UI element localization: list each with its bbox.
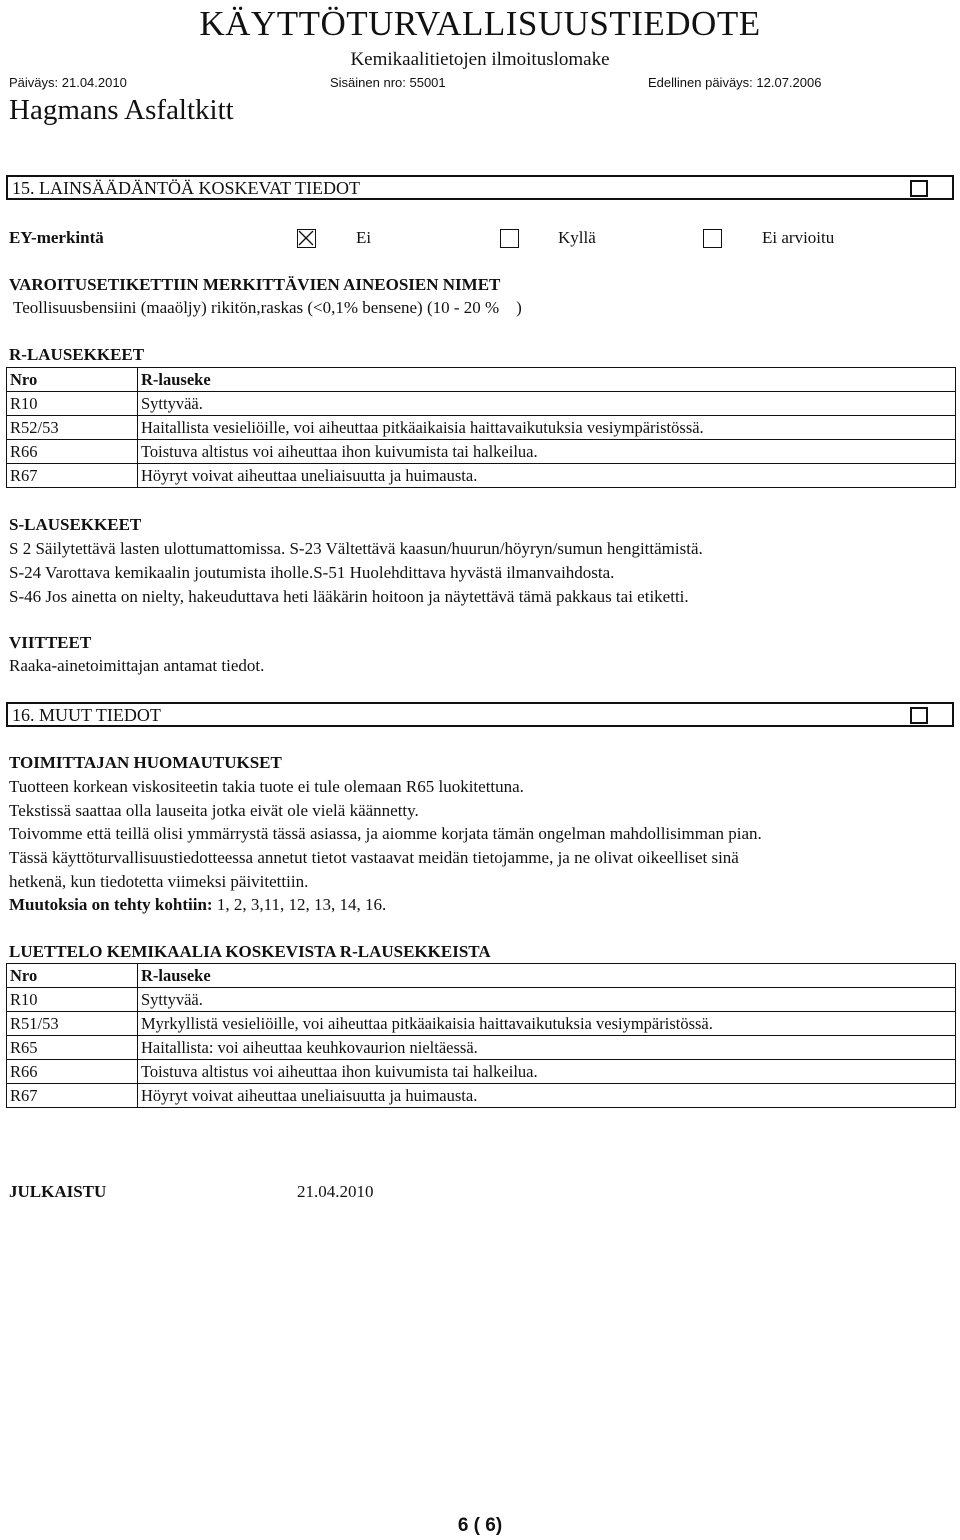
ey-option-ei-label: Ei: [356, 228, 372, 247]
r-text: Syttyvää.: [138, 988, 956, 1012]
r-text: Syttyvää.: [138, 392, 956, 416]
warning-heading: VAROITUSETIKETTIIN MERKITTÄVIEN AINEOSIEN NIMET: [9, 275, 501, 294]
s-phrase-line: S-24 Varottava kemikaalin joutumista iholle.S-51 Huolehdittava hyvästä ilmanvaihdosta.: [9, 563, 615, 582]
ey-option-ei-arvioitu-label: Ei arvioitu: [762, 228, 835, 247]
table-row: [7, 1084, 956, 1108]
internal-number: Sisäinen nro: 55001: [330, 75, 446, 90]
col-nro-header: Nro: [7, 368, 138, 392]
company-name: Hagmans Asfaltkitt: [9, 94, 234, 126]
col-phrase-header: R-lauseke: [138, 964, 956, 988]
table-row: [7, 464, 956, 488]
r-text: Toistuva altistus voi aiheuttaa ihon kuivumista tai halkeilua.: [138, 1060, 956, 1084]
document-title: KÄYTTÖTURVALLISUUSTIEDOTE: [199, 4, 761, 43]
r-text: Haitallista vesieliöille, voi aiheuttaa pitkäaikaisia haittavaikutuksia vesiympäristössä.: [138, 416, 956, 440]
supplier-note-line: Toivomme että teillä olisi ymmärrystä tässä asiassa, ja aiomme korjata tämän ongelman mahdollisimman pian.: [9, 824, 762, 843]
check-cross-icon: [298, 230, 314, 246]
r-text: Höyryt voivat aiheuttaa uneliaisuutta ja huimausta.: [138, 464, 956, 488]
table-row: [7, 416, 956, 440]
s-phrase-line: S 2 Säilytettävä lasten ulottumattomissa. S-23 Vältettävä kaasun/huurun/höyryn/sumun hengittämistä.: [9, 539, 703, 558]
r-phrases-table: [6, 367, 956, 488]
r-code: R51/53: [7, 1012, 138, 1036]
col-nro-header: Nro: [7, 964, 138, 988]
col-phrase-header: R-lauseke: [138, 368, 956, 392]
r-code: R66: [7, 1060, 138, 1084]
section-16-header: [6, 702, 954, 727]
section-16-title: 16. MUUT TIEDOT: [12, 705, 161, 725]
r-text: Haitallista: voi aiheuttaa keuhkovaurion nieltäessä.: [138, 1036, 956, 1060]
references-text: Raaka-ainetoimittajan antamat tiedot.: [9, 656, 265, 675]
supplier-notes-heading: TOIMITTAJAN HUOMAUTUKSET: [9, 753, 282, 772]
published-label: JULKAISTU: [9, 1182, 107, 1201]
supplier-note-line: hetkenä, kun tiedotetta viimeksi päivitettiin.: [9, 872, 309, 891]
table-row: [7, 1036, 956, 1060]
table-row: [7, 1060, 956, 1084]
ey-option-kylla-checkbox[interactable]: [500, 229, 519, 248]
s-phrases-heading: S-LAUSEKKEET: [9, 515, 142, 534]
changes-label: Muutoksia on tehty kohtiin:: [9, 895, 213, 914]
table-header-row: [7, 964, 956, 988]
supplier-note-line: Tuotteen korkean viskositeetin takia tuote ei tule olemaan R65 luokitettuna.: [9, 777, 524, 796]
references-heading: VIITTEET: [9, 633, 92, 652]
s-phrase-line: S-46 Jos ainetta on nielty, hakeuduttava heti lääkärin hoitoon ja näytettävä tämä pakkaus tai etiketti.: [9, 587, 689, 606]
r-list-table: [6, 963, 956, 1108]
published-date: 21.04.2010: [297, 1182, 374, 1201]
supplier-note-line: Tekstissä saattaa olla lauseita jotka eivät ole vielä käännetty.: [9, 801, 419, 820]
r-code: R52/53: [7, 416, 138, 440]
ey-option-kylla-label: Kyllä: [558, 228, 596, 247]
r-text: Höyryt voivat aiheuttaa uneliaisuutta ja huimausta.: [138, 1084, 956, 1108]
changes-value: 1, 2, 3,11, 12, 13, 14, 16.: [212, 895, 387, 914]
table-header-row: [7, 368, 956, 392]
r-text: Toistuva altistus voi aiheuttaa ihon kuivumista tai halkeilua.: [138, 440, 956, 464]
changes-line: [9, 894, 386, 916]
r-code: R67: [7, 1084, 138, 1108]
page-number: 6 ( 6): [457, 1515, 503, 1536]
r-code: R67: [7, 464, 138, 488]
document-subtitle: Kemikaalitietojen ilmoituslomake: [350, 49, 610, 70]
r-list-heading: LUETTELO KEMIKAALIA KOSKEVISTA R-LAUSEKKEISTA: [9, 942, 491, 961]
r-code: R65: [7, 1036, 138, 1060]
document-date: Päiväys: 21.04.2010: [9, 75, 127, 90]
ey-option-ei-arvioitu-checkbox[interactable]: [703, 229, 722, 248]
r-code: R10: [7, 988, 138, 1012]
section-15-checkbox[interactable]: [910, 180, 928, 197]
ey-option-ei-checkbox[interactable]: [297, 229, 316, 248]
table-row: [7, 392, 956, 416]
r-text: Myrkyllistä vesieliöille, voi aiheuttaa pitkäaikaisia haittavaikutuksia vesiympäristössä.: [138, 1012, 956, 1036]
previous-date: Edellinen päiväys: 12.07.2006: [648, 75, 822, 90]
ey-label: EY-merkintä: [9, 228, 104, 247]
section-16-checkbox[interactable]: [910, 707, 928, 724]
section-15-title: 15. LAINSÄÄDÄNTÖÄ KOSKEVAT TIEDOT: [12, 178, 360, 198]
r-phrases-heading: R-LAUSEKKEET: [9, 345, 145, 364]
r-code: R10: [7, 392, 138, 416]
warning-text: Teollisuusbensiini (maaöljy) rikitön,raskas (<0,1% bensene) (10 - 20 % ): [13, 298, 522, 317]
section-15-header: [6, 175, 954, 200]
table-row: [7, 988, 956, 1012]
table-row: [7, 440, 956, 464]
supplier-note-line: Tässä käyttöturvallisuustiedotteessa annetut tietot vastaavat meidän tietojamme, ja ne olivat oikeelliset sinä: [9, 848, 739, 867]
table-row: [7, 1012, 956, 1036]
r-code: R66: [7, 440, 138, 464]
